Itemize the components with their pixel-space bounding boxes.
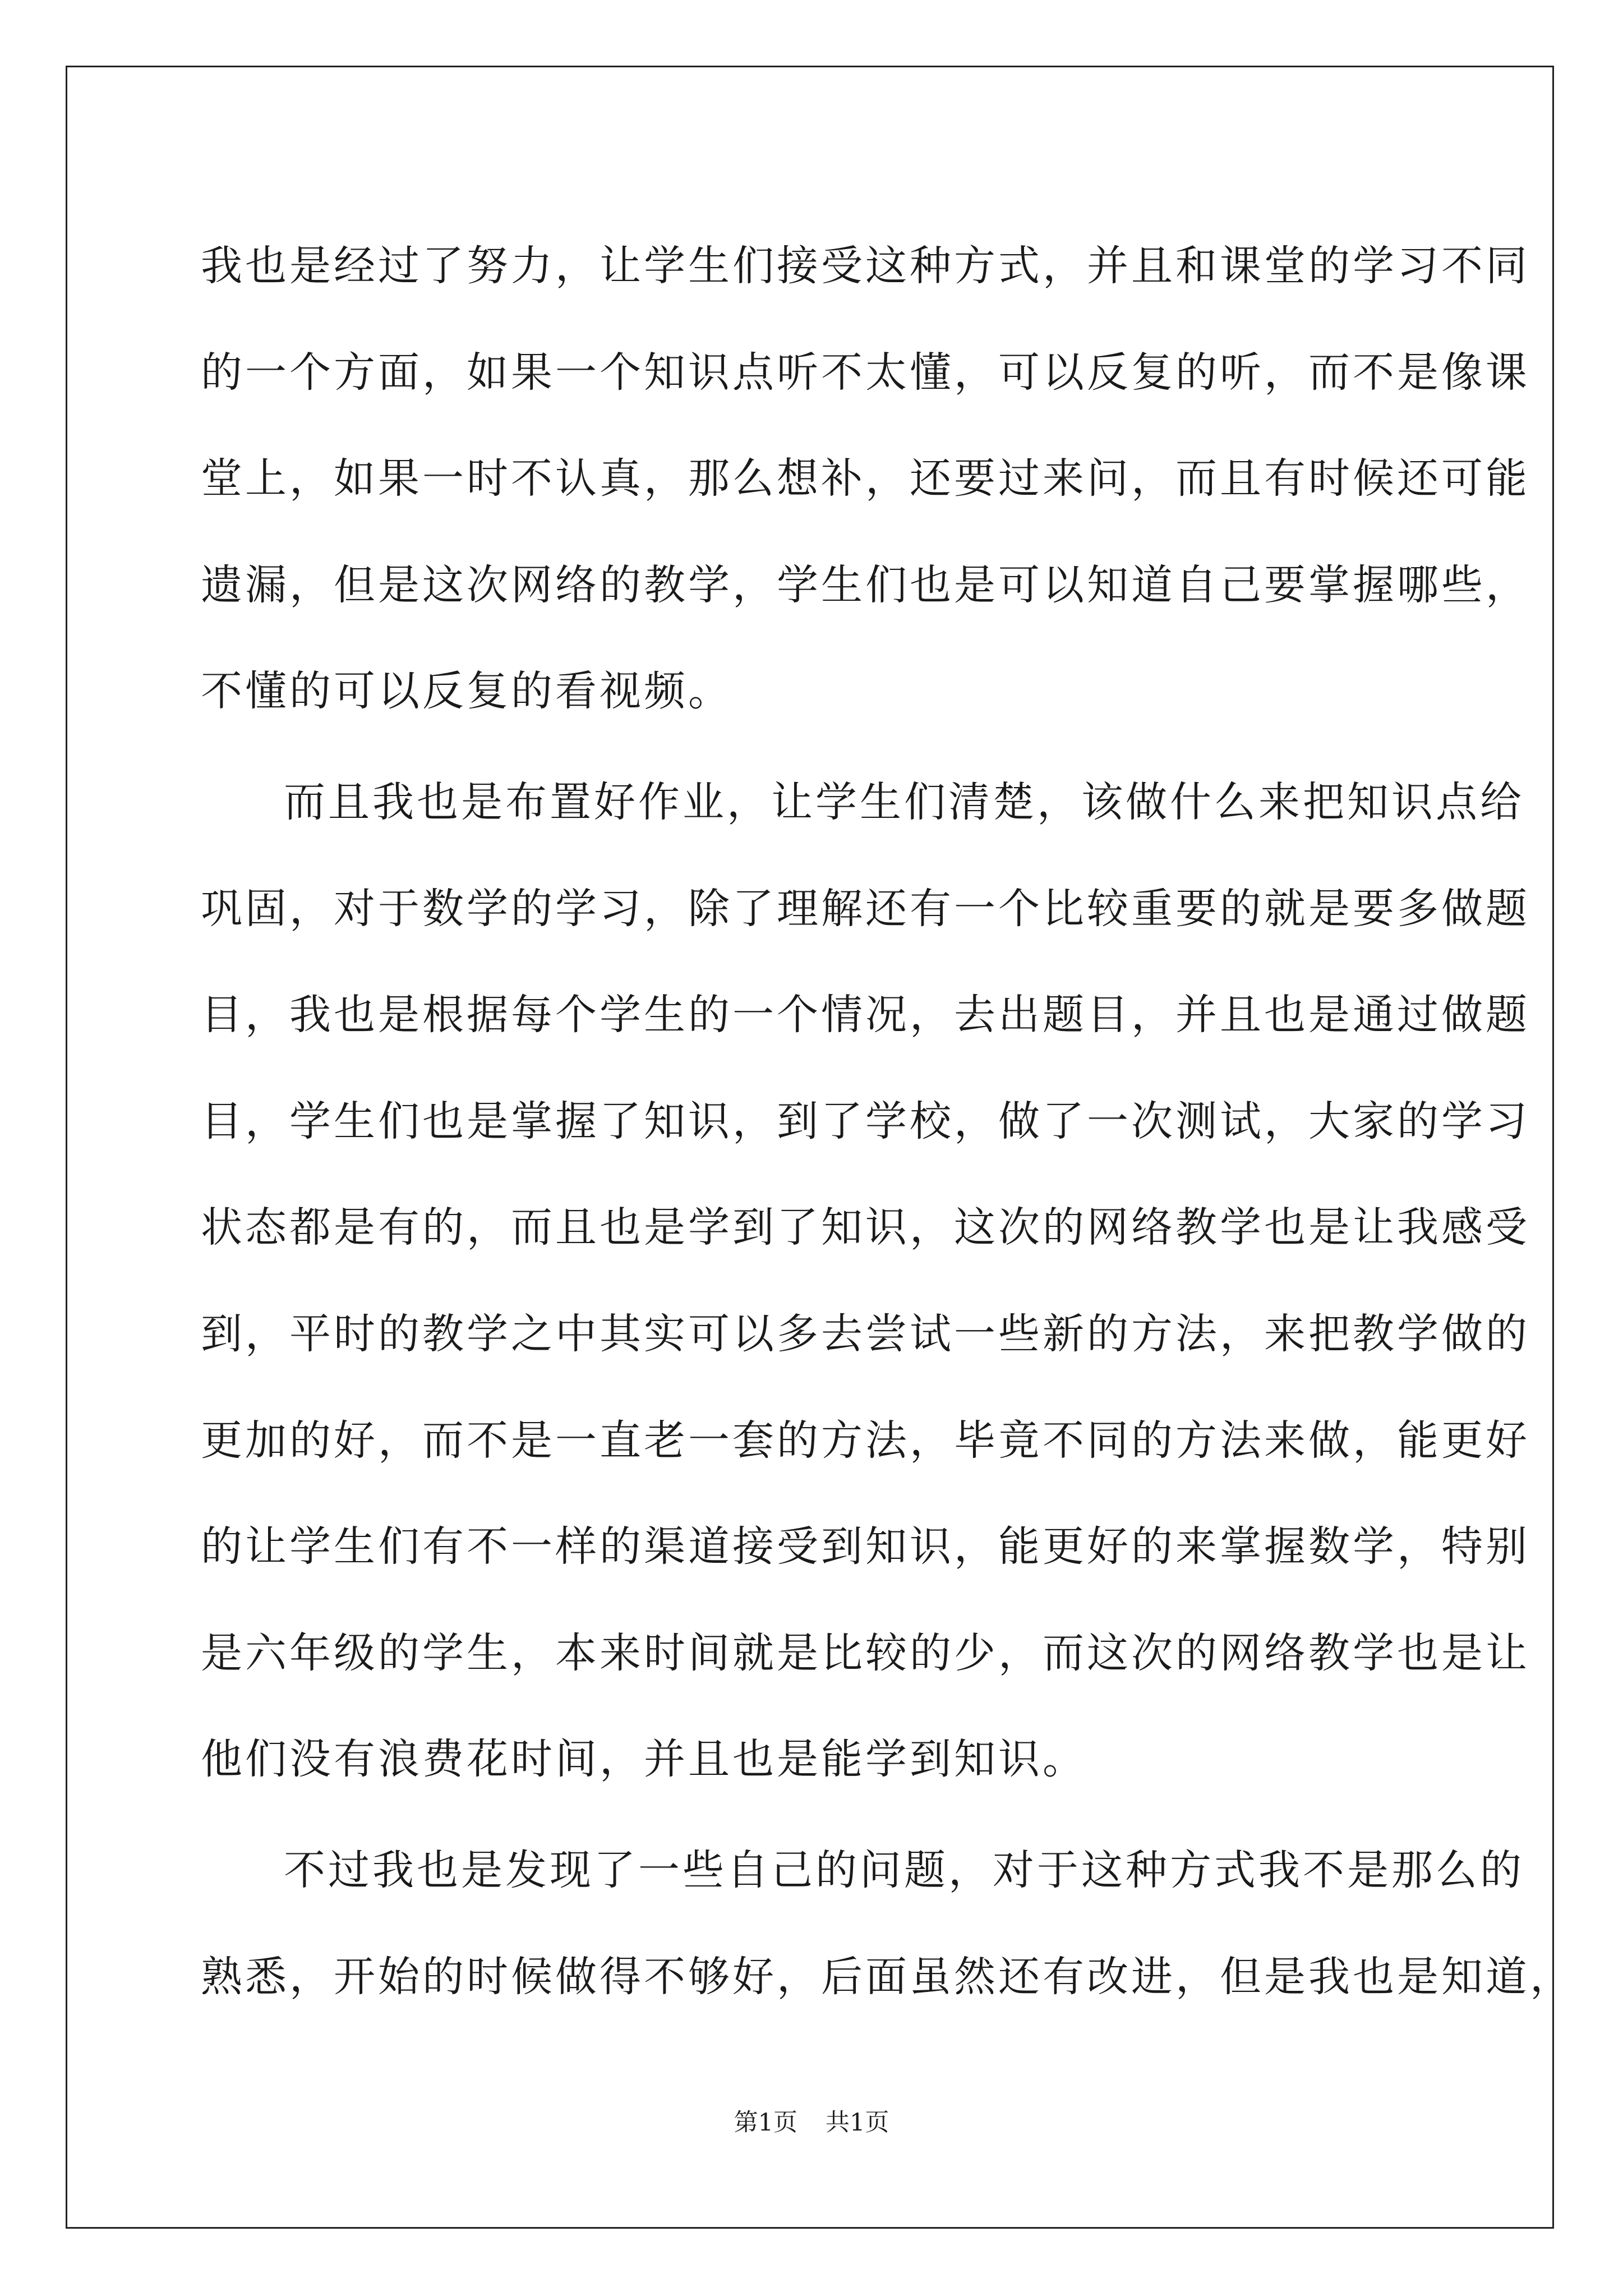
page-footer (0, 2106, 1623, 2139)
document-body (201, 213, 1574, 2035)
text-line: 更加的好，而不是一直老一套的方法，毕竟不同的方法来做，能更好 (201, 1416, 1530, 1465)
text-line: 目，我也是根据每个学生的一个情况，去出题目，并且也是通过做题 (201, 991, 1530, 1039)
text-line: 的让学生们有不一样的渠道接受到知识，能更好的来掌握数学，特别 (201, 1522, 1530, 1571)
text-line: 状态都是有的，而且也是学到了知识，这次的网络教学也是让我感受 (201, 1203, 1530, 1252)
text-line: 目，学生们也是掌握了知识，到了学校，做了一次测试，大家的学习 (201, 1097, 1530, 1145)
paragraph-3 (201, 1818, 1574, 2030)
paragraph-1 (201, 213, 1530, 745)
text-line: 巩固，对于数学的学习，除了理解还有一个比较重要的就是要多做题 (201, 884, 1530, 933)
text-line: 的一个方面，如果一个知识点听不太懂，可以反复的听，而不是像课 (201, 348, 1530, 397)
page-total: 共1页 (826, 2109, 889, 2137)
page-number: 第1页 (734, 2109, 797, 2137)
paragraph-2 (201, 749, 1530, 1813)
text-line: 是六年级的学生，本来时间就是比较的少，而这次的网络教学也是让 (201, 1628, 1530, 1677)
text-line: 遗漏，但是这次网络的教学，学生们也是可以知道自己要掌握哪些， (201, 560, 1530, 609)
text-line: 不懂的可以反复的看视频。 (201, 667, 732, 716)
text-line: 不过我也是发现了一些自己的问题，对于这种方式我不是那么的 (284, 1846, 1524, 1894)
text-line: 堂上，如果一时不认真，那么想补，还要过来问，而且有时候还可能 (201, 454, 1530, 503)
text-line: 我也是经过了努力，让学生们接受这种方式，并且和课堂的学习不同 (201, 242, 1530, 290)
text-line: 他们没有浪费花时间，并且也是能学到知识。 (201, 1735, 1087, 1784)
text-line: 而且我也是布置好作业，让学生们清楚，该做什么来把知识点给 (284, 777, 1524, 826)
text-line: 到，平时的教学之中其实可以多去尝试一些新的方法，来把教学做的 (201, 1309, 1530, 1358)
text-line: 熟悉，开始的时候做得不够好，后面虽然还有改进，但是我也是知道， (201, 1952, 1574, 2001)
